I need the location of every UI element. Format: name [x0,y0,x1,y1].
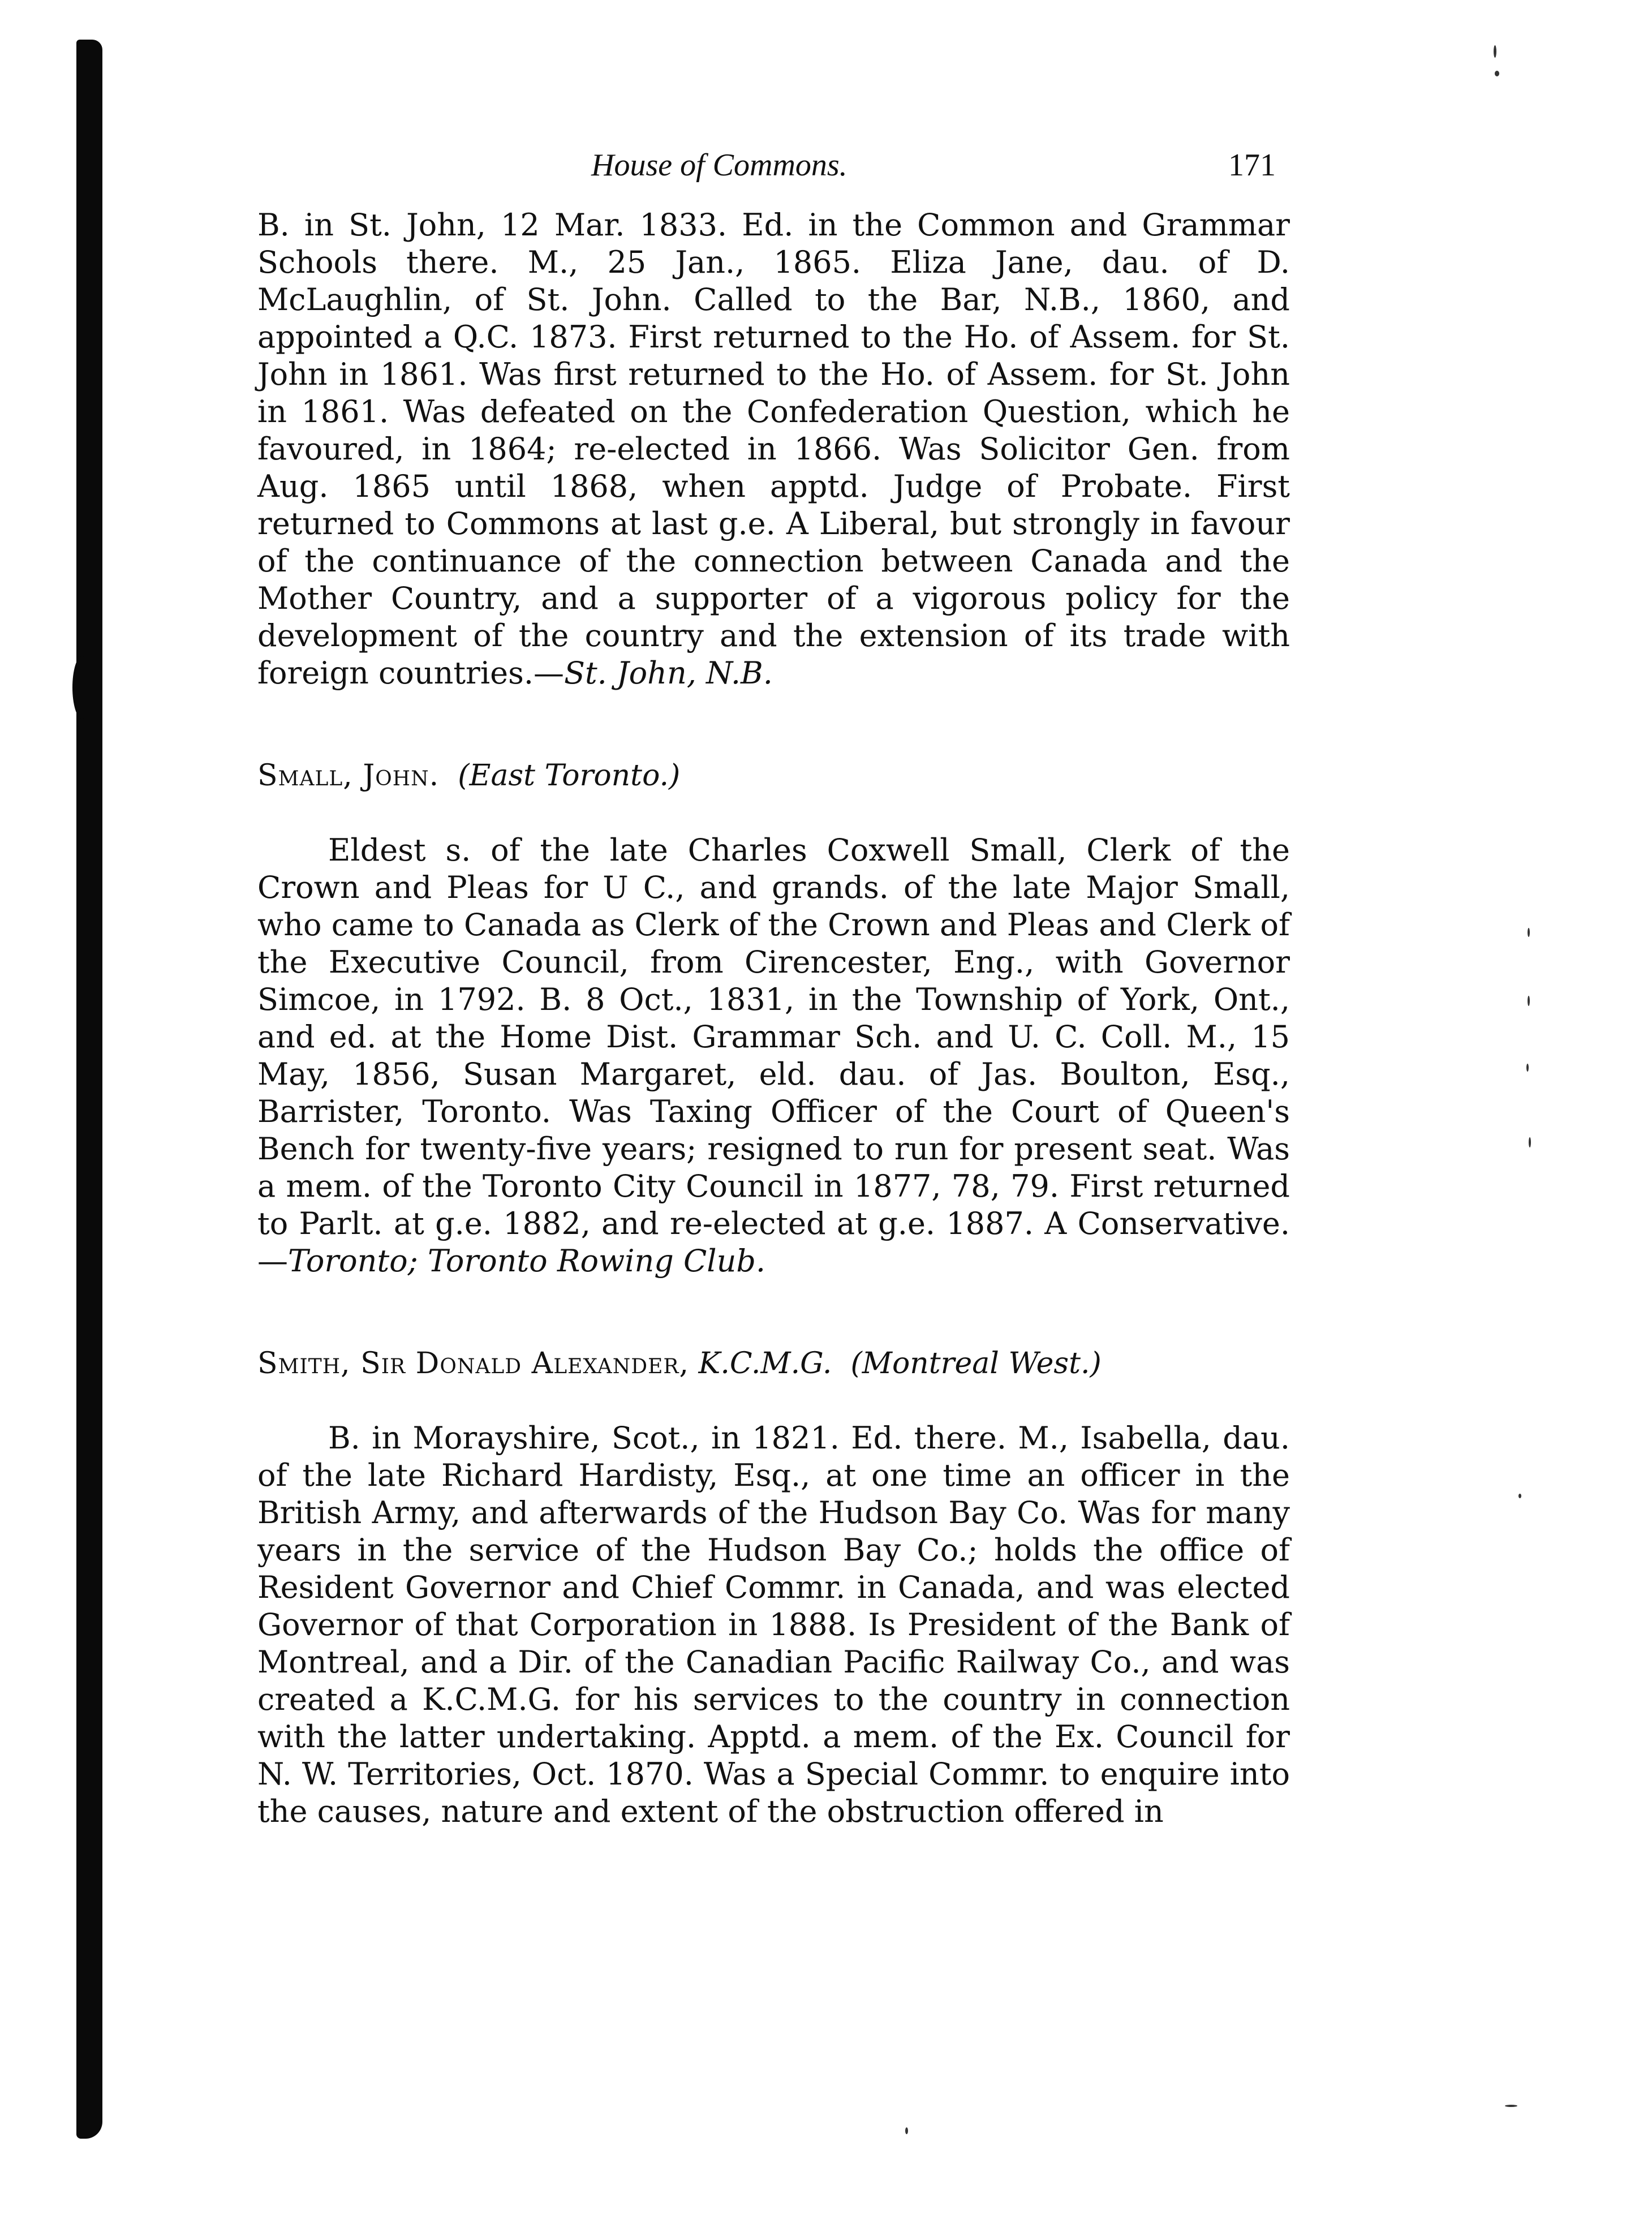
entry-text: B. in St. John, 12 Mar. 1833. Ed. in the Common and Grammar Schools there. M., 25 Jan., 1865. Eliza Jane, dau. of D. McLaughlin, of St. John. Called to the Bar, N.B., 1860, and appointed a Q.C. 1873. First returned to the Ho. of Assem. for St. John in 1861. Was first returned to the Ho. of Assem. for St. John in 1861. Was defeated on the Confederation Question, which he favoured, in 1864; re-elected in 1866. Was Solicitor Gen. from Aug. 1865 until 1868, when apptd. Judge of Probate. First returned to Commons at last g.e. A Liberal, but strongly in favour of the continuance of the connection between Canada and the Mother Country, and a supporter of a vigorous policy for the development of the country and the extension of its trade with foreign countries.— [257,207,1290,691]
scan-speck [1528,928,1530,937]
scan-speck [1495,71,1499,76]
book-page [257,139,1290,1830]
entry-heading-smith [257,1345,1290,1382]
running-title: House of Commons. [591,148,847,183]
scan-speck [1494,45,1496,58]
entry-heading-small [257,757,1290,794]
entry-continued-text [257,207,1290,692]
page-number: 171 [1228,148,1276,183]
scan-speck [905,2127,908,2134]
entry-residence: St. John, N.B. [563,655,773,691]
entry-biography-small [257,832,1290,1280]
honour: K.C.M.G. [698,1347,832,1381]
running-head [257,139,1290,207]
scan-speck [1526,1064,1529,1072]
entry-biography-smith [257,1420,1290,1830]
scan-speck [1529,1137,1531,1147]
scan-speck [1518,1494,1521,1498]
member-name: Small, John. [257,759,440,793]
constituency: (East Toronto.) [458,759,681,793]
scan-speck [1528,996,1530,1006]
entry-residence: Toronto; Toronto Rowing Club. [288,1243,766,1279]
constituency: (Montreal West.) [850,1347,1102,1381]
page-binding-shadow [76,40,102,2139]
entry-text: B. in Morayshire, Scot., in 1821. Ed. there. M., Isabella, dau. of the late Richard Hardisty, Esq., at one time an officer in the British Army, and afterwards of the Hudson Bay Co. Was for many years in the service of the Hudson Bay Co.; holds the office of Resident Governor and Chief Commr. in Canada, and was elected Governor of that Corporation in 1888. Is President of the Bank of Montreal, and a Dir. of the Canadian Pacific Railway Co., and was created a K.C.M.G. for his services to the country in connection with the latter undertaking. Apptd. a mem. of the Ex. Council for N. W. Territories, Oct. 1870. Was a Special Commr. to enquire into the causes, nature and extent of the obstruction offered in [257,1420,1290,1829]
member-name: Smith, Sir Donald Alexander, [257,1347,690,1381]
page-binding-shadow-bulge [72,656,92,719]
entry-text: Eldest s. of the late Charles Coxwell Small, Clerk of the Crown and Pleas for U C., and grands. of the late Major Small, who came to Canada as Clerk of the Crown and Pleas and Clerk of the Executive Council, from Cirencester, Eng., with Governor Simcoe, in 1792. B. 8 Oct., 1831, in the Township of York, Ont., and ed. at the Home Dist. Grammar Sch. and U. C. Coll. M., 15 May, 1856, Susan Margaret, eld. dau. of Jas. Boulton, Esq., Barrister, Toronto. Was Taxing Officer of the Court of Queen's Bench for twenty-five years; resigned to run for present seat. Was a mem. of the Toronto City Council in 1877, 78, 79. First returned to Parlt. at g.e. 1882, and re-elected at g.e. 1887. A Conservative.— [257,832,1290,1279]
scan-speck [1505,2105,1517,2107]
